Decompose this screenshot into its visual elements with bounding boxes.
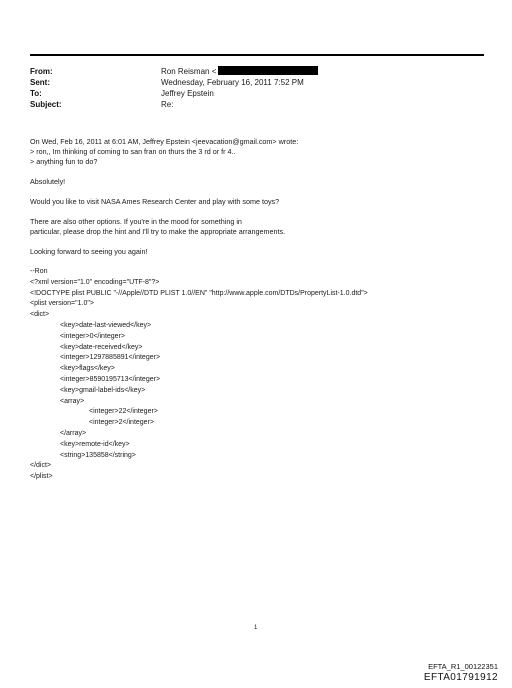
plist-line: <integer>2</integer>: [89, 419, 154, 427]
plist-line: <key>date-received</key>: [60, 343, 143, 351]
plist-line: <key>flags</key>: [60, 365, 115, 373]
quote-line: > ron,, Im thinking of coming to san fran on thurs the 3 rd or fr 4..: [30, 147, 236, 156]
plist-line: <string>135858</string>: [60, 451, 136, 459]
plist-line: <key>date-last-viewed</key>: [60, 321, 152, 329]
plist-line: <array>: [60, 397, 85, 405]
from-value: [161, 66, 484, 77]
plist-line: <integer>1297885891</integer>: [60, 354, 161, 362]
subject-label: Subject:: [30, 100, 62, 109]
quoted-message: [30, 137, 484, 167]
plist-line: </array>: [60, 429, 87, 437]
to-value: Jeffrey Epstein: [161, 89, 214, 98]
page-number: 1: [254, 625, 258, 631]
plist-line: <key>gmail-label-ids</key>: [60, 386, 146, 394]
signoff: --Ron: [30, 268, 48, 275]
subject-value: Re:: [161, 100, 174, 109]
bates-stamp-large: EFTA01791912: [423, 672, 498, 683]
plist-line: </plist>: [30, 473, 53, 481]
email-header: [30, 66, 484, 110]
paragraph: Would you like to visit NASA Ames Research Center and play with some toys?: [30, 197, 280, 206]
paragraph: Absolutely!: [30, 177, 66, 186]
plist-line: <plist version="1.0">: [30, 300, 94, 308]
plist-line: <!DOCTYPE plist PUBLIC "-//Apple//DTD PLIST 1.0//EN" "http://www.apple.com/DTDs/PropertyList-1.0.dtd">: [30, 289, 368, 297]
plist-block: [30, 267, 484, 483]
plist-line: <key>remote-id</key>: [60, 440, 130, 448]
bates-stamp-small: EFTA_R1_00122351: [428, 662, 498, 671]
from-row: [30, 66, 484, 77]
paragraph: Looking forward to seeing you again!: [30, 247, 148, 256]
header-divider: [30, 54, 484, 56]
redaction-bar: [218, 66, 318, 75]
paragraph-line: There are also other options. If you're in the mood for something in: [30, 217, 242, 226]
from-label: From:: [30, 67, 53, 76]
sent-value: Wednesday, February 16, 2011 7:52 PM: [161, 78, 304, 87]
sent-label: Sent:: [30, 78, 50, 87]
subject-row: [30, 99, 484, 110]
plist-line: </dict>: [30, 462, 52, 470]
to-label: To:: [30, 89, 42, 98]
quote-intro: On Wed, Feb 16, 2011 at 6:01 AM, Jeffrey Epstein <jeevacation@gmail.com> wrote:: [30, 137, 299, 146]
sent-row: [30, 77, 484, 88]
plist-line: <?xml version="1.0" encoding="UTF-8"?>: [30, 278, 160, 286]
to-row: [30, 88, 484, 99]
plist-line: <integer>22</integer>: [89, 408, 158, 416]
email-body: [30, 137, 484, 483]
plist-line: <integer>0</integer>: [60, 332, 125, 340]
from-name: Ron Reisman <: [161, 67, 217, 76]
paragraph: [30, 217, 484, 237]
plist-line: <dict>: [30, 311, 50, 319]
quote-line: > anything fun to do?: [30, 157, 98, 166]
plist-line: <integer>8590195713</integer>: [60, 375, 161, 383]
paragraph-line: particular, please drop the hint and I'll try to make the appropriate arrangements.: [30, 227, 286, 236]
